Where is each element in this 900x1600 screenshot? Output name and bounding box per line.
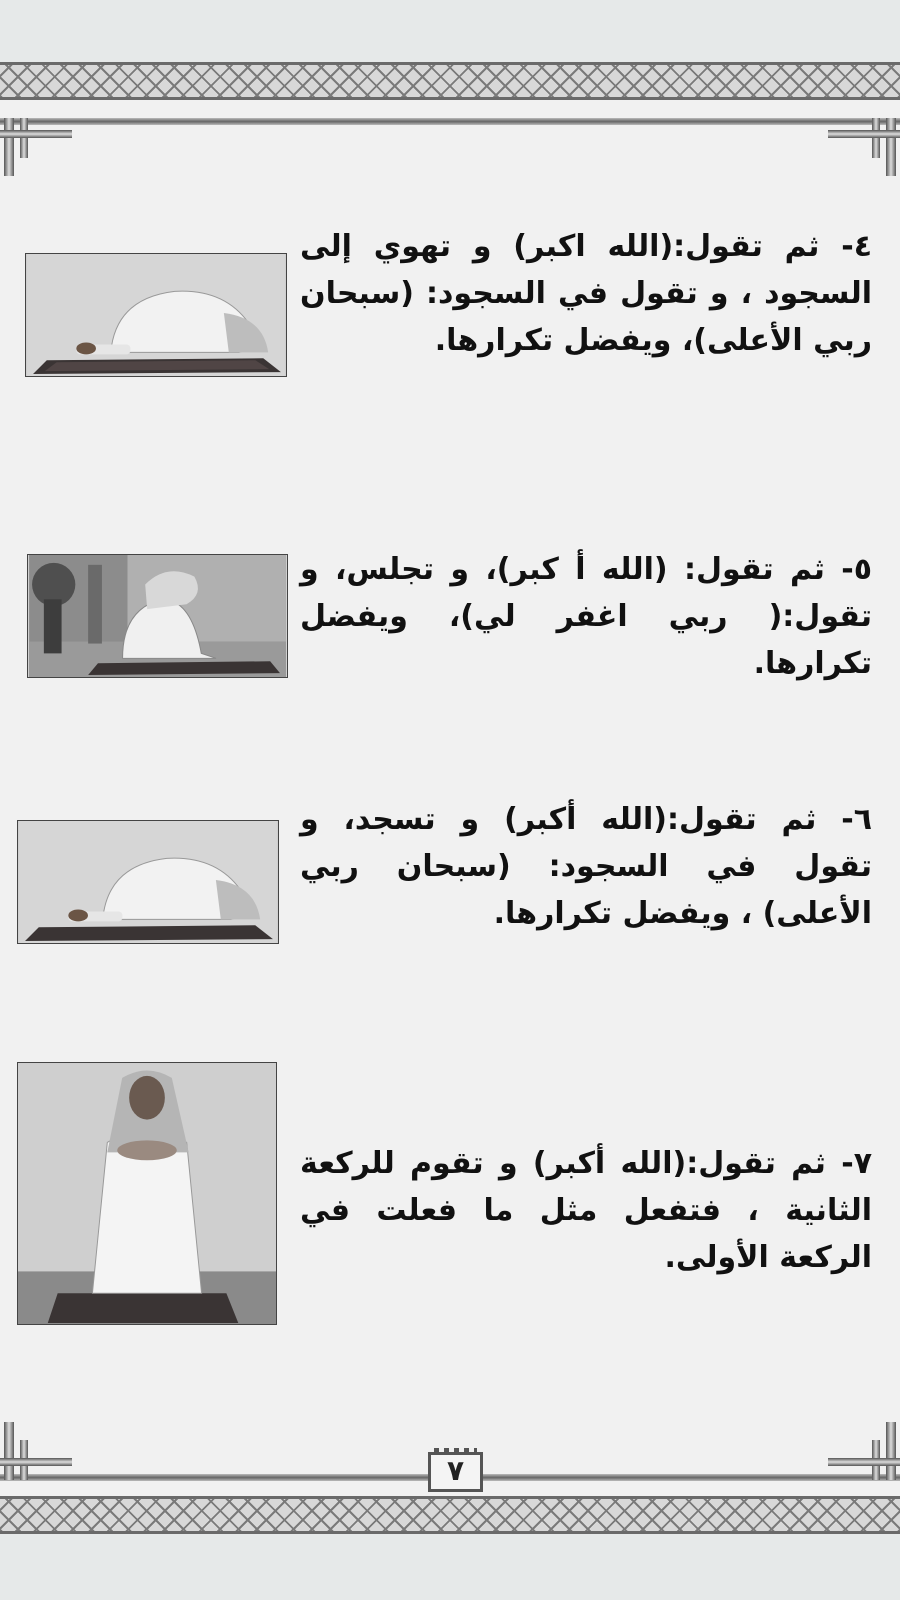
corner-ornament-top-right [820, 118, 900, 178]
step-6-text: ٦- ثم تقول:(الله أكبر) و تسجد، و تقول في السجود: (سبحان ربي الأعلى) ، ويفضل تكرارها. [300, 802, 872, 931]
standing-photo [17, 1062, 277, 1325]
prostration-icon [18, 821, 278, 943]
top-ornament-band [0, 62, 900, 100]
step-4-text: ٤- ثم تقول:(الله اكبر) و تهوي إلى السجود ، و تقول في السجود: (سبحان ربي الأعلى)، ويفضل تكرارها. [300, 229, 872, 358]
prostration-photo-1 [25, 253, 287, 377]
sitting-icon [28, 555, 287, 677]
top-rule [0, 118, 900, 125]
step-5-text: ٥- ثم تقول: (الله أ كبر)، و تجلس، و تقول:( ربي اغفر لي)، ويفضل تكرارها. [300, 552, 872, 681]
corner-ornament-top-left [0, 118, 80, 178]
prostration-icon [26, 254, 286, 376]
page-number-label: ٧ [446, 1454, 465, 1487]
page-number [428, 1452, 483, 1492]
binder-rings-icon [434, 1448, 477, 1453]
corner-ornament-bottom-left [0, 1420, 80, 1480]
bottom-ornament-band [0, 1496, 900, 1534]
corner-ornament-bottom-right [820, 1420, 900, 1480]
step-7-text: ٧- ثم تقول:(الله أكبر) و تقوم للركعة الثانية ، فتفعل مثل ما فعلت في الركعة الأولى. [300, 1146, 872, 1275]
standing-icon [18, 1063, 276, 1324]
sitting-photo [27, 554, 288, 678]
prostration-photo-2 [17, 820, 279, 944]
